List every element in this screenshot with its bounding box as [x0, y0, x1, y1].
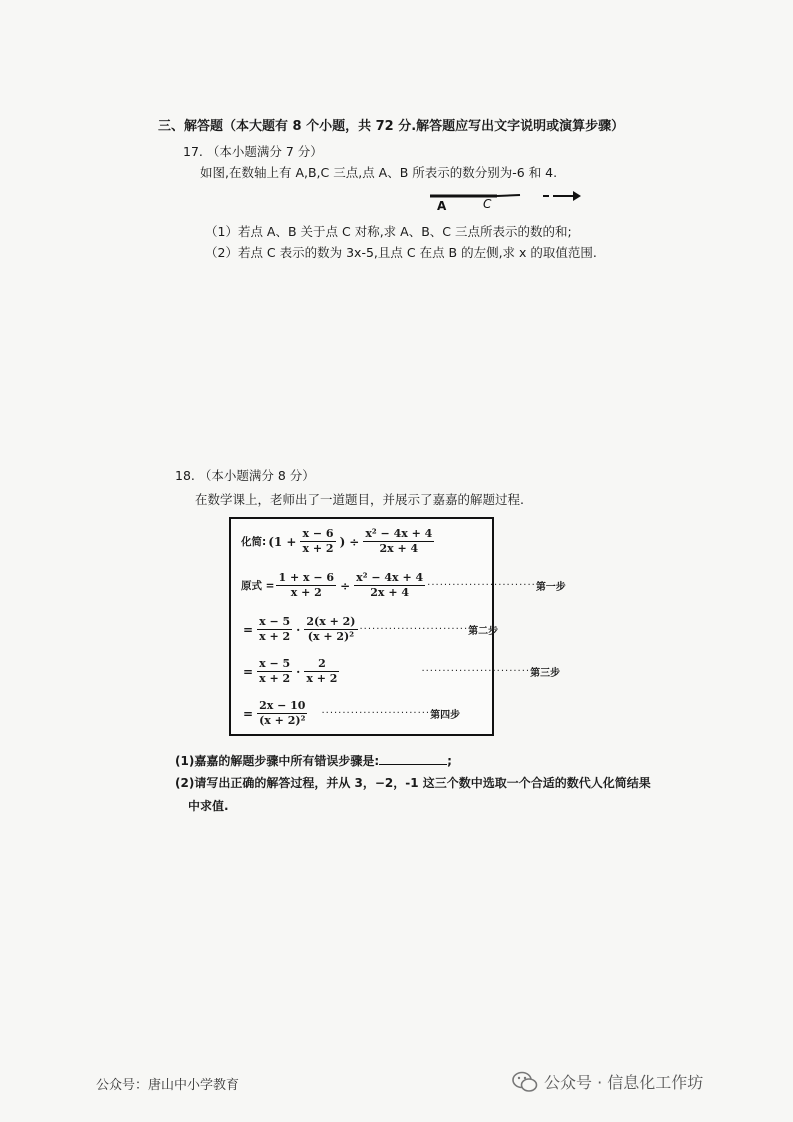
fraction: $\frac{1 + x - 6}{x + 2}$ [278, 571, 335, 599]
fraction: $\frac{x - 5}{x + 2}$ [259, 657, 291, 685]
q18-part1 [175, 752, 452, 769]
footer-watermark [512, 1070, 703, 1093]
multiply-sign: · [296, 664, 301, 679]
q17-part1: （1）若点 A、B 关于点 C 对称,求 A、B、C 三点所表示的数的和; [205, 224, 572, 239]
number-line-segment [497, 195, 520, 196]
footer-left-account: 公众号：唐山中小学教育 [96, 1078, 240, 1093]
q17-part2: （2）若点 C 表示的数为 3x-5,且点 C 在点 B 的左侧,求 x 的取值范围. [205, 245, 597, 260]
wechat-icon [512, 1071, 538, 1093]
fraction: $\frac{2x - 10}{\text{(x + 2)²}}$ [259, 699, 306, 727]
q18-intro: 在数学课上，老师出了一道题目，并展示了嘉嘉的解题过程. [195, 492, 524, 507]
solution-box [229, 517, 566, 736]
equals-sign: = [243, 622, 254, 637]
q18-part1-end: ; [447, 754, 452, 768]
equals-sign: = [243, 664, 254, 679]
fraction: $\frac{x - 5}{x + 2}$ [259, 615, 291, 643]
q18-number: 18. [175, 468, 195, 483]
step3-label: 第三步 [530, 668, 561, 679]
divide-sign: ÷ [349, 534, 360, 549]
q17-score: （本小题满分 7 分） [206, 144, 323, 159]
fraction: $\frac{2}{x + 2}$ [306, 657, 338, 685]
footer-right-account: 公众号 · 信息化工作坊 [544, 1073, 704, 1092]
step4-label: 第四步 [430, 710, 461, 721]
q18-part2-line1: (2)请写出正确的解答过程，并从 3，−2，-1 这三个数中选取一个合适的数代人化简结果 [175, 776, 651, 790]
q18-part1-text: (1)嘉嘉的解题步骤中所有错误步骤是: [175, 754, 380, 768]
multiply-sign: · [296, 622, 301, 637]
step2-row [241, 615, 498, 644]
step3-row [241, 657, 560, 686]
leader-dots: ·························· [427, 580, 536, 591]
multiply-sign: ÷ [340, 578, 351, 593]
section-heading: 三、解答题（本大题有 8 个小题，共 72 分.解答题应写出文字说明或演算步骤） [158, 119, 625, 134]
fraction: $\frac{\text{x² − 4x + 4}}{2x + 4}$ [356, 571, 424, 599]
open-paren: (1 + [268, 534, 297, 549]
point-c-label: C [483, 197, 492, 211]
fraction: $\frac{2(x + 2)}{\text{(x + 2)²}}$ [306, 615, 356, 643]
q17-number: 17. [183, 144, 203, 159]
step1-label: 第一步 [535, 582, 566, 593]
close-paren: ) [339, 534, 346, 549]
q17-intro: 如图,在数轴上有 A,B,C 三点,点 A、B 所表示的数分别为-6 和 4. [200, 165, 558, 180]
q18-header [175, 466, 315, 484]
simplify-row [241, 527, 436, 556]
step4-row [241, 699, 460, 728]
q17-header [183, 142, 323, 160]
q18-score: （本小题满分 8 分） [198, 468, 315, 483]
axis-arrow-icon [573, 191, 581, 201]
leader-dots: ·························· [321, 708, 431, 719]
equals-sign: = [243, 706, 254, 721]
leader-dots: ·························· [421, 666, 531, 677]
original-label: 原式 = [241, 580, 275, 592]
fraction: $\frac{x - 6}{x + 2}$ [302, 527, 334, 555]
step2-label: 第二步 [468, 626, 499, 637]
fraction: $\frac{\text{x² − 4x + 4}}{2x + 4}$ [365, 527, 433, 555]
answer-blank[interactable] [379, 753, 447, 765]
step1-row [241, 571, 566, 600]
q18-part2-line2: 中求值. [188, 799, 229, 813]
point-a-label: A [437, 199, 447, 212]
number-line-figure [425, 186, 585, 212]
simplify-label: 化简: [241, 536, 267, 548]
leader-dots: ·························· [359, 624, 469, 635]
